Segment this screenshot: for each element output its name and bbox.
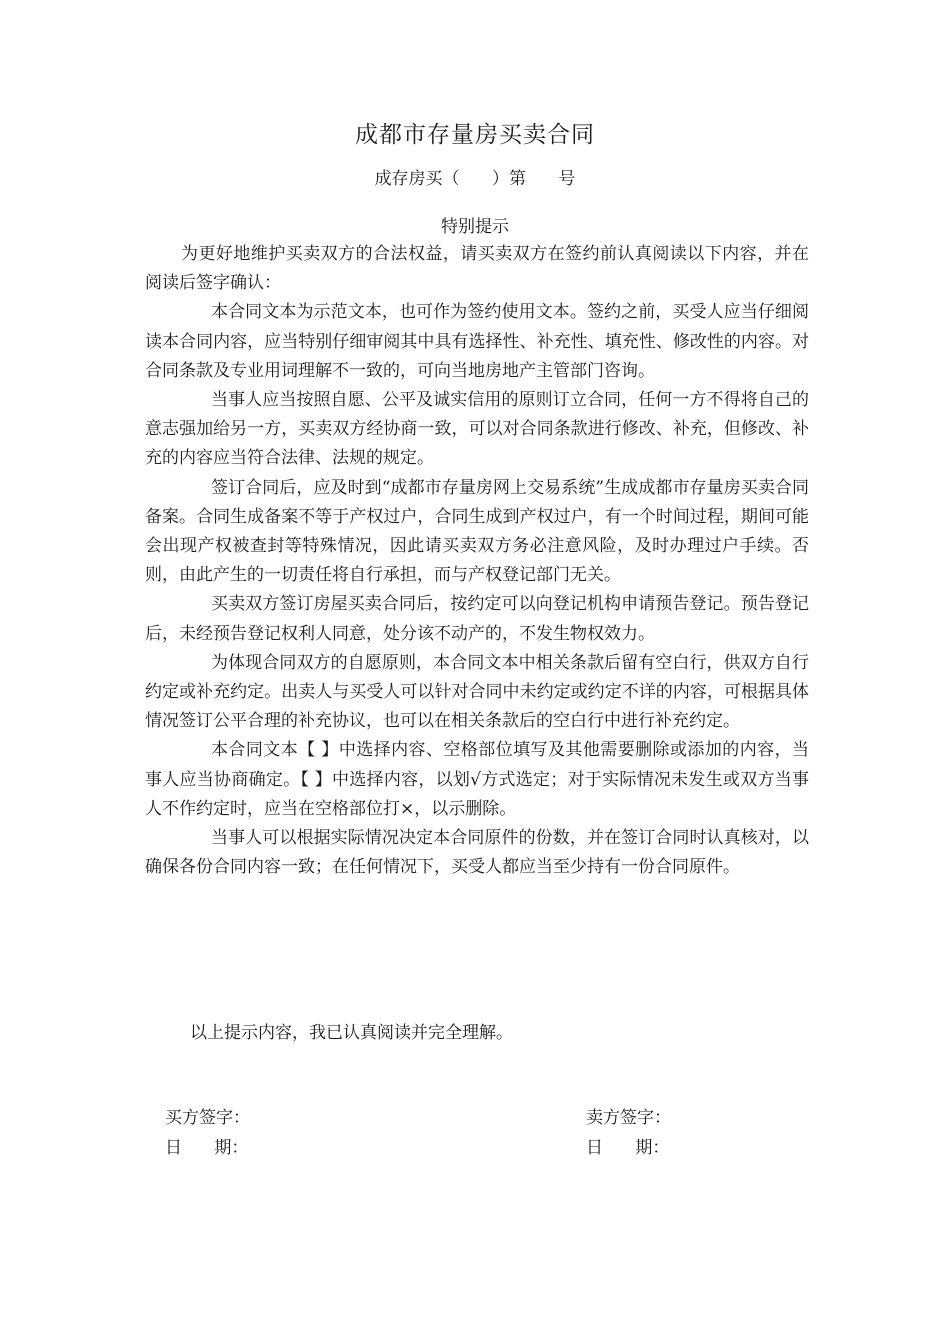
document-title: 成都市存量房买卖合同 [355,122,595,148]
seller-date-label: 日 期： [586,1138,670,1158]
notice-intro: 为更好地维护买卖双方的合法权益，请买卖双方在签约前认真阅读以下内容，并在阅读后签字确认： [145,244,809,294]
buyer-signature-label: 买方签字： [165,1108,250,1128]
notice-paragraph: 本合同文本为示范文本，也可作为签约使用文本。签约之前，买受人应当仔细阅读本合同内容，应当特别仔细审阅其中具有选择性、补充性、填充性、修改性的内容。对合同条款及专业用词理解不一致的，可向当地房地产主管部门咨询。 [145,302,809,381]
contract-number: 成存房买（ ）第 号 [374,169,576,189]
seller-signature-label: 卖方签字： [586,1108,671,1128]
notice-paragraph: 为体现合同双方的自愿原则，本合同文本中相关条款后留有空白行，供双方自行约定或补充约定。出卖人与买受人可以针对合同中未约定或约定不详的内容，可根据具体情况签订公平合理的补充协议，也可以在相关条款后的空白行中进行补充约定。 [145,652,809,732]
notice-paragraph: 本合同文本【 】中选择内容、空格部位填写及其他需要删除或添加的内容，当事人应当协商确定。【 】中选择内容，以划√方式选定；对于实际情况未发生或双方当事人不作约定时，应当在空格部位打×，以示删除。 [145,740,809,819]
notice-body [145,240,809,882]
acknowledgement: 以上提示内容，我已认真阅读并完全理解。 [190,1023,513,1043]
seller-signature-block [586,1103,671,1163]
notice-paragraph: 签订合同后，应及时到“成都市存量房网上交易系统”生成成都市存量房买卖合同备案。合同生成备案不等于产权过户，合同生成到产权过户，有一个时间过程，期间可能会出现产权被查封等特殊情况，因此请买卖双方务必注意风险，及时办理过户手续。否则，由此产生的一切责任将自行承担，而与产权登记部门无关。 [145,477,809,586]
buyer-signature-block [165,1103,250,1163]
notice-paragraph: 买卖双方签订房屋买卖合同后，按约定可以向登记机构申请预告登记。预告登记后，未经预告登记权利人同意，处分该不动产的，不发生物权效力。 [145,594,809,644]
buyer-date-label: 日 期： [165,1138,249,1158]
notice-heading: 特别提示 [441,217,509,237]
notice-paragraph: 当事人应当按照自愿、公平及诚实信用的原则订立合同，任何一方不得将自己的意志强加给另一方，买卖双方经协商一致，可以对合同条款进行修改、补充，但修改、补充的内容应当符合法律、法规的规定。 [145,390,809,469]
notice-paragraph: 当事人可以根据实际情况决定本合同原件的份数，并在签订合同时认真核对，以确保各份合同内容一致；在任何情况下，买受人都应当至少持有一份合同原件。 [145,828,809,878]
